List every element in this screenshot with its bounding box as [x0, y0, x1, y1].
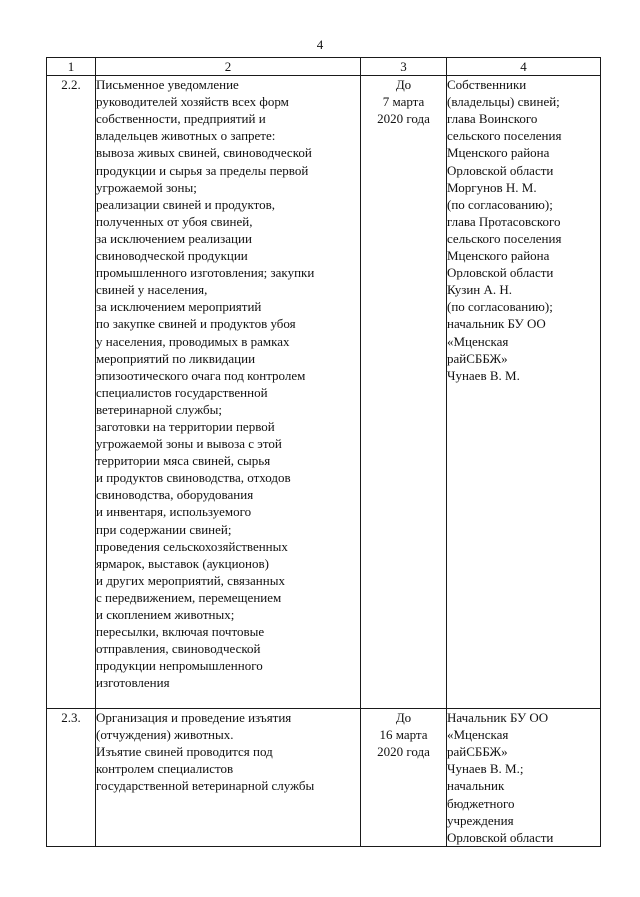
text-line: сельского поселения: [447, 230, 562, 246]
row-number: 2.3.: [47, 709, 96, 847]
text-line: мероприятий по ликвидации: [96, 350, 256, 366]
text-line: райСББЖ»: [447, 744, 508, 760]
text-line: (по согласованию);: [447, 196, 553, 212]
text-line: вывоза живых свиней, свиноводческой: [96, 145, 312, 161]
text-line: Мценского района: [447, 248, 550, 264]
text-line: Кузин А. Н.: [447, 282, 513, 298]
text-line: проведения сельскохозяйственных: [96, 538, 288, 554]
text-line: 2020 года: [377, 111, 430, 127]
text-line: руководителей хозяйств всех форм: [96, 94, 289, 110]
text-line: «Мценская: [447, 727, 509, 743]
text-line: и скоплением животных;: [96, 607, 235, 622]
row-number: 2.2.: [47, 76, 96, 709]
text-line: пересылки, включая почтовые: [96, 624, 265, 640]
text-line: глава Воинского: [447, 111, 538, 127]
text-line: за исключением реализации: [96, 230, 252, 246]
text-line: Собственники: [447, 77, 527, 93]
text-line: сельского поселения: [447, 128, 562, 144]
text-line: реализации свиней и продуктов,: [96, 196, 276, 212]
measures-table: [46, 57, 601, 847]
text-line: специалистов государственной: [96, 384, 268, 400]
text-line: Чунаев В. М.;: [447, 761, 524, 777]
text-line: у населения, проводимых в рамках: [96, 333, 290, 349]
text-line: при содержании свиней;: [96, 521, 232, 537]
text-line: райСББЖ»: [447, 350, 508, 366]
text-line: угрожаемой зоны и вывоза с этой: [96, 436, 282, 452]
text-line: Орловской области: [447, 829, 554, 845]
header-col-4: 4: [447, 58, 601, 76]
text-line: До: [395, 77, 412, 93]
text-line: Орловской области: [447, 265, 554, 281]
text-line: бюджетного: [447, 795, 515, 811]
header-col-3: 3: [361, 58, 447, 76]
measure-description: [96, 76, 361, 709]
deadline: [361, 76, 447, 709]
text-line: (отчуждения) животных.: [96, 727, 234, 743]
responsible-persons: [447, 709, 601, 847]
text-line: До: [395, 710, 412, 726]
text-line: Мценского района: [447, 145, 550, 161]
text-line: изготовления: [96, 675, 170, 691]
text-line: 7 марта: [382, 94, 425, 110]
text-line: угрожаемой зоны;: [96, 179, 197, 195]
table-row: [47, 76, 601, 709]
text-line: и инвентаря, используемого: [96, 504, 252, 520]
header-col-2: 2: [96, 58, 361, 76]
text-line: Начальник БУ ОО: [447, 710, 549, 726]
table-header-row: [47, 58, 601, 76]
text-line: свиноводческой продукции: [96, 248, 248, 264]
text-line: ветеринарной службы;: [96, 401, 222, 417]
text-line: за исключением мероприятий: [96, 299, 262, 315]
measure-description: [96, 709, 361, 847]
header-col-1: 1: [47, 58, 96, 76]
text-line: заготовки на территории первой: [96, 418, 275, 434]
text-line: свиноводства, оборудования: [96, 487, 254, 503]
text-line: учреждения: [447, 812, 514, 828]
text-line: владельцев животных о запрете:: [96, 128, 276, 144]
text-line: территории мяса свиней, сырья: [96, 453, 271, 469]
text-line: отправления, свиноводческой: [96, 641, 261, 657]
text-line: глава Протасовского: [447, 213, 561, 229]
text-line: начальник БУ ОО: [447, 316, 546, 332]
text-line: эпизоотического очага под контролем: [96, 367, 306, 383]
text-line: Орловской области: [447, 162, 554, 178]
text-line: промышленного изготовления; закупки: [96, 265, 315, 281]
text-line: «Мценская: [447, 333, 509, 349]
text-line: продукции и сырья за пределы первой: [96, 162, 309, 178]
text-line: государственной ветеринарной службы: [96, 778, 315, 794]
text-line: 16 марта: [379, 727, 428, 743]
text-line: 2020 года: [377, 744, 430, 760]
text-line: ярмарок, выставок (аукционов): [96, 555, 269, 571]
text-line: (по согласованию);: [447, 299, 553, 315]
text-line: и других мероприятий, связанных: [96, 572, 285, 588]
text-line: продукции непромышленного: [96, 658, 263, 674]
text-line: начальник: [447, 778, 505, 794]
deadline: [361, 709, 447, 847]
text-line: и продуктов свиноводства, отходов: [96, 470, 291, 486]
text-line: Письменное уведомление: [96, 77, 239, 93]
text-line: Чунаев В. М.: [447, 367, 520, 383]
text-line: полученных от убоя свиней,: [96, 213, 253, 229]
text-line: по закупке свиней и продуктов убоя: [96, 316, 296, 332]
text-line: собственности, предприятий и: [96, 111, 266, 127]
text-line: Изъятие свиней проводится под: [96, 744, 273, 760]
text-line: контролем специалистов: [96, 761, 234, 777]
text-line: (владельцы) свиней;: [447, 94, 560, 110]
text-line: Организация и проведение изъятия: [96, 710, 292, 726]
page-number: 4: [316, 37, 324, 52]
text-line: с передвижением, перемещением: [96, 589, 282, 605]
responsible-persons: [447, 76, 601, 709]
table-row: [47, 709, 601, 847]
text-line: Моргунов Н. М.: [447, 179, 537, 195]
text-line: свиней у населения,: [96, 282, 208, 298]
